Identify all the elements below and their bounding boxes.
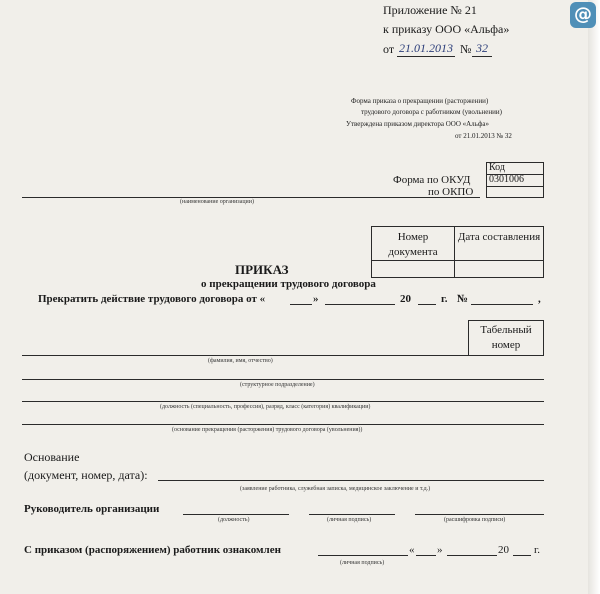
appendix-num: 32 — [476, 41, 488, 55]
terminate-num-label: № — [457, 293, 469, 305]
order-subtitle: о прекращении трудового договора — [201, 278, 376, 290]
terminate-year-field[interactable] — [418, 304, 436, 305]
appendix-from-label: от — [383, 42, 395, 56]
terminate-number-field[interactable] — [471, 304, 533, 305]
basis-caption: (заявление работника, служебная записка, медицинское заключение и т.д.) — [240, 486, 431, 492]
organization-line — [22, 197, 480, 198]
unit-line[interactable] — [22, 379, 544, 380]
head-signature-caption: (личная подпись) — [327, 517, 372, 523]
position-line[interactable] — [22, 401, 544, 402]
terminate-quote-close: » — [313, 293, 319, 305]
basis-sublabel: (документ, номер, дата): — [24, 468, 148, 482]
form-note-line4: от 21.01.2013 № 32 — [455, 132, 512, 140]
ack-month-field[interactable] — [447, 555, 497, 556]
codes-okpo-label: по ОКПО — [428, 186, 474, 198]
doc-date-header: Дата составления — [454, 226, 544, 278]
codes-okud-label: Форма по ОКУД — [393, 174, 471, 186]
unit-caption: (структурное подразделение) — [240, 382, 315, 388]
basis-label: Основание — [24, 450, 80, 464]
form-note-line1: Форма приказа о прекращении (расторжении) — [351, 97, 489, 105]
doc-table-divider — [371, 260, 544, 261]
appendix-line1: Приложение № 21 — [383, 3, 477, 17]
site-logo-icon[interactable] — [570, 2, 596, 28]
terminate-label: Прекратить действие трудового договора от « — [38, 293, 266, 305]
ack-quote-close: » — [437, 544, 443, 556]
doc-number-header: Номер документа — [371, 226, 455, 278]
ack-year-field[interactable] — [513, 555, 531, 556]
ack-g-label: г. — [534, 544, 541, 556]
ack-signature-line[interactable] — [318, 555, 408, 556]
ack-signature-caption: (личная подпись) — [340, 560, 385, 566]
fio-line[interactable] — [22, 355, 544, 356]
appendix-num-underline — [472, 56, 492, 57]
head-position-caption: (должность) — [218, 517, 250, 523]
ground-caption: (основание прекращения (расторжения) трудового договора (увольнения)) — [172, 427, 363, 433]
codes-okud-value: 0301006 — [489, 174, 524, 185]
terminate-g-label: г. — [441, 293, 448, 305]
head-signature-line[interactable] — [309, 514, 395, 515]
position-caption: (должность (специальность, профессия), разряд, класс (категория) квалификации) — [160, 404, 371, 410]
terminate-year-prefix: 20 — [400, 293, 411, 305]
appendix-date: 21.01.2013 — [399, 41, 453, 55]
logo-glyph: @ — [574, 4, 592, 25]
ack-day-field[interactable] — [416, 555, 436, 556]
codes-kod-label: Код — [489, 162, 505, 173]
tabel-number-header: Табельный номер — [468, 320, 544, 356]
ack-quote-open: « — [409, 544, 415, 556]
head-decode-caption: (расшифровка подписи) — [444, 517, 506, 523]
terminate-month-field[interactable] — [325, 304, 395, 305]
order-title: ПРИКАЗ — [235, 262, 289, 277]
appendix-line2: к приказу ООО «Альфа» — [383, 22, 510, 36]
fio-caption: (фамилия, имя, отчество) — [208, 358, 273, 364]
appendix-num-label: № — [460, 42, 472, 56]
ack-label: С приказом (распоряжением) работник ознакомлен — [24, 544, 281, 556]
terminate-day-field[interactable] — [290, 304, 312, 305]
ack-year-prefix: 20 — [498, 544, 509, 556]
codes-row-divider-2 — [486, 186, 544, 187]
head-position-line[interactable] — [183, 514, 289, 515]
terminate-comma: , — [538, 293, 541, 305]
head-decode-line[interactable] — [415, 514, 544, 515]
form-note-line3: Утверждена приказом директора ООО «Альфа» — [346, 120, 490, 128]
head-label: Руководитель организации — [24, 503, 160, 515]
organization-caption: (наименование организации) — [180, 199, 254, 205]
ground-line[interactable] — [22, 424, 544, 425]
page-edge-shadow — [588, 0, 600, 594]
basis-line[interactable] — [158, 480, 544, 481]
form-note-line2: трудового договора с работником (увольнении) — [361, 108, 502, 116]
appendix-date-underline — [397, 56, 455, 57]
